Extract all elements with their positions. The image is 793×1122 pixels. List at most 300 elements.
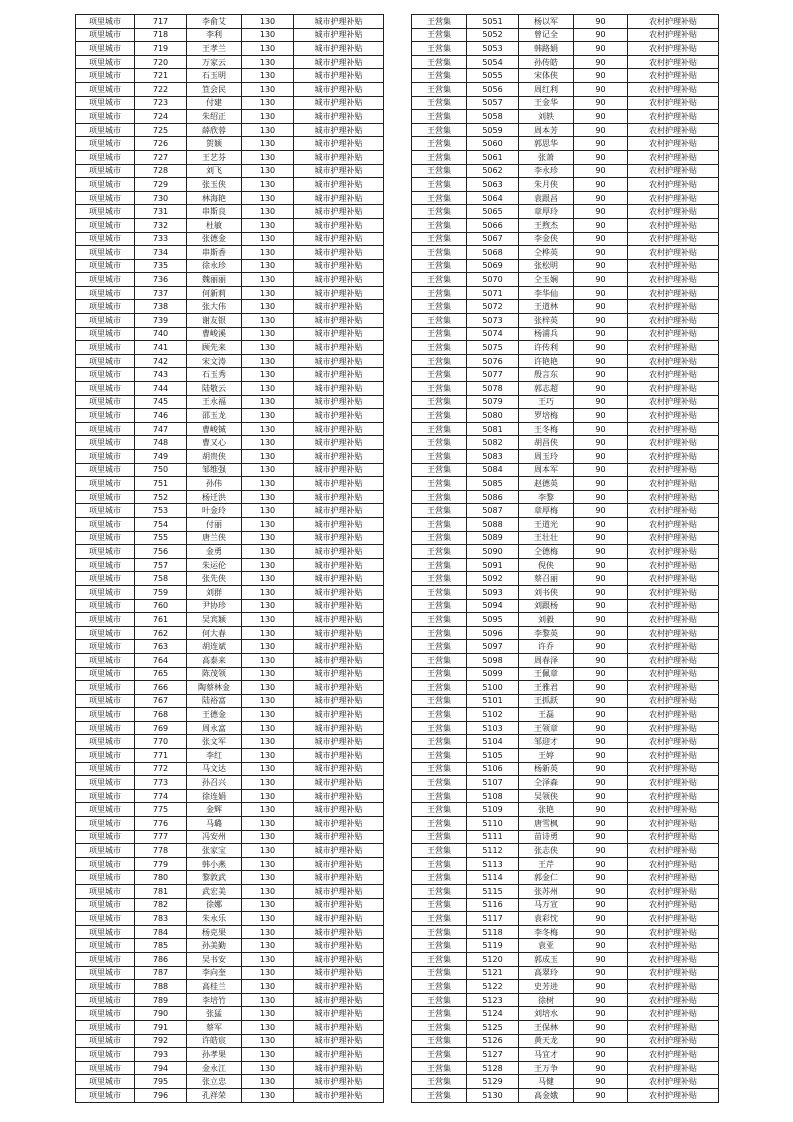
table-row (412, 762, 719, 776)
serial-cell: 744 (135, 382, 187, 396)
table-row (76, 966, 384, 980)
name-cell: 张文军 (187, 735, 242, 749)
subsidy-type-cell: 农村护理补贴 (628, 110, 719, 124)
amount-cell: 90 (574, 82, 628, 96)
name-cell: 王巧 (519, 395, 574, 409)
amount-cell: 90 (574, 830, 628, 844)
amount-cell: 130 (242, 735, 294, 749)
name-cell: 张苏州 (519, 885, 574, 899)
name-cell: 朱永乐 (187, 912, 242, 926)
table-row (412, 626, 719, 640)
region-cell: 王营集 (412, 450, 467, 464)
name-cell: 顾先来 (187, 341, 242, 355)
table-row (76, 55, 384, 69)
table-row (412, 1007, 719, 1021)
subsidy-type-cell: 农村护理补贴 (628, 721, 719, 735)
name-cell: 胡贵侠 (187, 450, 242, 464)
serial-cell: 5106 (467, 762, 519, 776)
table-row (412, 721, 719, 735)
subsidy-type-cell: 城市护理补贴 (294, 191, 384, 205)
subsidy-type-cell: 农村护理补贴 (628, 1020, 719, 1034)
amount-cell: 90 (574, 205, 628, 219)
name-cell: 串斯良 (187, 205, 242, 219)
name-cell: 徐娜 (187, 898, 242, 912)
amount-cell: 90 (574, 803, 628, 817)
name-cell: 张大伟 (187, 300, 242, 314)
name-cell: 曹峻溪 (187, 327, 242, 341)
subsidy-type-cell: 农村护理补贴 (628, 857, 719, 871)
subsidy-type-cell: 城市护理补贴 (294, 477, 384, 491)
serial-cell: 753 (135, 504, 187, 518)
serial-cell: 757 (135, 558, 187, 572)
name-cell: 王道林 (519, 300, 574, 314)
name-cell: 马万宣 (519, 898, 574, 912)
subsidy-type-cell: 农村护理补贴 (628, 1088, 719, 1102)
serial-cell: 762 (135, 626, 187, 640)
table-row (76, 857, 384, 871)
table-row (412, 599, 719, 613)
subsidy-type-cell: 农村护理补贴 (628, 1007, 719, 1021)
region-cell: 项里城市 (76, 1061, 135, 1075)
subsidy-type-cell: 农村护理补贴 (628, 273, 719, 287)
table-row (76, 952, 384, 966)
name-cell: 王婷 (519, 749, 574, 763)
serial-cell: 5075 (467, 341, 519, 355)
subsidy-type-cell: 农村护理补贴 (628, 137, 719, 151)
table-row (76, 15, 384, 29)
serial-cell: 5074 (467, 327, 519, 341)
name-cell: 朱绍正 (187, 110, 242, 124)
name-cell: 王德金 (187, 708, 242, 722)
name-cell: 王万争 (519, 1061, 574, 1075)
subsidy-type-cell: 城市护理补贴 (294, 898, 384, 912)
region-cell: 项里城市 (76, 667, 135, 681)
amount-cell: 130 (242, 803, 294, 817)
serial-cell: 5072 (467, 300, 519, 314)
serial-cell: 5079 (467, 395, 519, 409)
serial-cell: 5129 (467, 1075, 519, 1089)
region-cell: 项里城市 (76, 1088, 135, 1102)
region-cell: 王营集 (412, 477, 467, 491)
subsidy-type-cell: 农村护理补贴 (628, 762, 719, 776)
region-cell: 王营集 (412, 463, 467, 477)
serial-cell: 786 (135, 952, 187, 966)
subsidy-type-cell: 城市护理补贴 (294, 232, 384, 246)
serial-cell: 732 (135, 218, 187, 232)
serial-cell: 794 (135, 1061, 187, 1075)
name-cell: 韩路娟 (519, 42, 574, 56)
serial-cell: 5082 (467, 436, 519, 450)
amount-cell: 130 (242, 1088, 294, 1102)
amount-cell: 130 (242, 490, 294, 504)
name-cell: 郭金仁 (519, 871, 574, 885)
serial-cell: 5109 (467, 803, 519, 817)
name-cell: 周永富 (187, 721, 242, 735)
region-cell: 项里城市 (76, 273, 135, 287)
table-row (76, 925, 384, 939)
amount-cell: 90 (574, 1061, 628, 1075)
serial-cell: 5098 (467, 653, 519, 667)
serial-cell: 5069 (467, 259, 519, 273)
table-row (76, 382, 384, 396)
table-row (412, 545, 719, 559)
amount-cell: 130 (242, 613, 294, 627)
serial-cell: 790 (135, 1007, 187, 1021)
name-cell: 许乔 (519, 640, 574, 654)
subsidy-type-cell: 城市护理补贴 (294, 626, 384, 640)
serial-cell: 785 (135, 939, 187, 953)
serial-cell: 746 (135, 409, 187, 423)
name-cell: 张猛 (187, 1007, 242, 1021)
amount-cell: 130 (242, 382, 294, 396)
table-row (412, 150, 719, 164)
table-row (412, 939, 719, 953)
region-cell: 项里城市 (76, 558, 135, 572)
amount-cell: 90 (574, 585, 628, 599)
table-row (412, 42, 719, 56)
subsidy-type-cell: 农村护理补贴 (628, 354, 719, 368)
serial-cell: 773 (135, 776, 187, 790)
table-row (412, 803, 719, 817)
region-cell: 项里城市 (76, 721, 135, 735)
amount-cell: 90 (574, 925, 628, 939)
amount-cell: 130 (242, 885, 294, 899)
serial-cell: 5085 (467, 477, 519, 491)
subsidy-type-cell: 农村护理补贴 (628, 653, 719, 667)
name-cell: 王冬梅 (519, 422, 574, 436)
subsidy-type-cell: 城市护理补贴 (294, 205, 384, 219)
subsidy-type-cell: 农村护理补贴 (628, 341, 719, 355)
table-row (412, 368, 719, 382)
amount-cell: 130 (242, 123, 294, 137)
amount-cell: 130 (242, 96, 294, 110)
region-cell: 项里城市 (76, 42, 135, 56)
subsidy-type-cell: 城市护理补贴 (294, 1007, 384, 1021)
subsidy-type-cell: 城市护理补贴 (294, 28, 384, 42)
serial-cell: 777 (135, 830, 187, 844)
subsidy-type-cell: 城市护理补贴 (294, 110, 384, 124)
name-cell: 李俞艾 (187, 15, 242, 29)
table-row (76, 218, 384, 232)
serial-cell: 738 (135, 300, 187, 314)
amount-cell: 90 (574, 980, 628, 994)
subsidy-type-cell: 城市护理补贴 (294, 463, 384, 477)
table-row (412, 653, 719, 667)
subsidy-type-cell: 农村护理补贴 (628, 178, 719, 192)
region-cell: 王营集 (412, 667, 467, 681)
name-cell: 王芹 (519, 857, 574, 871)
serial-cell: 5060 (467, 137, 519, 151)
amount-cell: 130 (242, 694, 294, 708)
serial-cell: 774 (135, 789, 187, 803)
region-cell: 项里城市 (76, 830, 135, 844)
name-cell: 李黎英 (519, 626, 574, 640)
name-cell: 吴书安 (187, 952, 242, 966)
table-row (412, 776, 719, 790)
region-cell: 王营集 (412, 558, 467, 572)
subsidy-type-cell: 农村护理补贴 (628, 993, 719, 1007)
name-cell: 杨新英 (519, 762, 574, 776)
name-cell: 孙孝果 (187, 1048, 242, 1062)
region-cell: 王营集 (412, 150, 467, 164)
serial-cell: 5088 (467, 517, 519, 531)
name-cell: 王佩章 (519, 667, 574, 681)
name-cell: 张梓英 (519, 314, 574, 328)
name-cell: 仝德梅 (519, 545, 574, 559)
name-cell: 周本芳 (519, 123, 574, 137)
serial-cell: 5055 (467, 69, 519, 83)
table-row (76, 1034, 384, 1048)
amount-cell: 90 (574, 572, 628, 586)
amount-cell: 130 (242, 82, 294, 96)
region-cell: 王营集 (412, 300, 467, 314)
region-cell: 项里城市 (76, 28, 135, 42)
amount-cell: 90 (574, 912, 628, 926)
subsidy-type-cell: 城市护理补贴 (294, 789, 384, 803)
name-cell: 马宜才 (519, 1048, 574, 1062)
amount-cell: 130 (242, 246, 294, 260)
table-row (412, 871, 719, 885)
subsidy-type-cell: 农村护理补贴 (628, 368, 719, 382)
amount-cell: 130 (242, 898, 294, 912)
serial-cell: 740 (135, 327, 187, 341)
name-cell: 杜敏 (187, 218, 242, 232)
amount-cell: 130 (242, 558, 294, 572)
amount-cell: 130 (242, 653, 294, 667)
region-cell: 项里城市 (76, 966, 135, 980)
name-cell: 章厚梅 (519, 504, 574, 518)
amount-cell: 130 (242, 259, 294, 273)
name-cell: 李红 (187, 749, 242, 763)
subsidy-type-cell: 农村护理补贴 (628, 735, 719, 749)
subsidy-type-cell: 城市护理补贴 (294, 708, 384, 722)
amount-cell: 130 (242, 817, 294, 831)
region-cell: 项里城市 (76, 925, 135, 939)
serial-cell: 730 (135, 191, 187, 205)
name-cell: 黎敦武 (187, 871, 242, 885)
amount-cell: 130 (242, 463, 294, 477)
name-cell: 笪会民 (187, 82, 242, 96)
amount-cell: 90 (574, 531, 628, 545)
region-cell: 王营集 (412, 368, 467, 382)
amount-cell: 130 (242, 1061, 294, 1075)
region-cell: 项里城市 (76, 205, 135, 219)
table-row (412, 640, 719, 654)
region-cell: 王营集 (412, 1075, 467, 1089)
subsidy-type-cell: 农村护理补贴 (628, 205, 719, 219)
region-cell: 项里城市 (76, 341, 135, 355)
name-cell: 仝桦英 (519, 246, 574, 260)
city-subsidy-table (75, 14, 384, 1103)
region-cell: 项里城市 (76, 327, 135, 341)
name-cell: 王艺芬 (187, 150, 242, 164)
name-cell: 朱月侠 (519, 178, 574, 192)
serial-cell: 763 (135, 640, 187, 654)
serial-cell: 723 (135, 96, 187, 110)
amount-cell: 90 (574, 191, 628, 205)
amount-cell: 90 (574, 1020, 628, 1034)
table-row (412, 517, 719, 531)
table-row (76, 28, 384, 42)
amount-cell: 90 (574, 898, 628, 912)
name-cell: 陆敬云 (187, 382, 242, 396)
table-row (76, 69, 384, 83)
serial-cell: 780 (135, 871, 187, 885)
subsidy-type-cell: 城市护理补贴 (294, 1048, 384, 1062)
region-cell: 王营集 (412, 708, 467, 722)
region-cell: 项里城市 (76, 409, 135, 423)
region-cell: 项里城市 (76, 15, 135, 29)
serial-cell: 5097 (467, 640, 519, 654)
table-row (412, 667, 719, 681)
table-row (412, 613, 719, 627)
table-row (412, 531, 719, 545)
serial-cell: 5101 (467, 694, 519, 708)
name-cell: 曹又心 (187, 436, 242, 450)
region-cell: 项里城市 (76, 572, 135, 586)
name-cell: 孙伟 (187, 477, 242, 491)
amount-cell: 130 (242, 178, 294, 192)
name-cell: 金永江 (187, 1061, 242, 1075)
amount-cell: 90 (574, 776, 628, 790)
table-row (76, 395, 384, 409)
serial-cell: 755 (135, 531, 187, 545)
region-cell: 项里城市 (76, 463, 135, 477)
subsidy-type-cell: 城市护理补贴 (294, 178, 384, 192)
table-row (76, 817, 384, 831)
table-row (76, 531, 384, 545)
region-cell: 王营集 (412, 545, 467, 559)
amount-cell: 90 (574, 694, 628, 708)
serial-cell: 5112 (467, 844, 519, 858)
amount-cell: 130 (242, 327, 294, 341)
subsidy-type-cell: 农村护理补贴 (628, 42, 719, 56)
name-cell: 石玉秀 (187, 368, 242, 382)
name-cell: 杨以军 (519, 15, 574, 29)
region-cell: 王营集 (412, 96, 467, 110)
serial-cell: 722 (135, 82, 187, 96)
subsidy-type-cell: 农村护理补贴 (628, 844, 719, 858)
serial-cell: 764 (135, 653, 187, 667)
region-cell: 项里城市 (76, 626, 135, 640)
region-cell: 项里城市 (76, 708, 135, 722)
name-cell: 冯安州 (187, 830, 242, 844)
table-row (412, 246, 719, 260)
table-row (412, 436, 719, 450)
region-cell: 项里城市 (76, 531, 135, 545)
serial-cell: 724 (135, 110, 187, 124)
name-cell: 付丽 (187, 517, 242, 531)
rural-subsidy-table (411, 14, 719, 1103)
serial-cell: 5078 (467, 382, 519, 396)
region-cell: 王营集 (412, 694, 467, 708)
amount-cell: 90 (574, 871, 628, 885)
name-cell: 张志侠 (519, 844, 574, 858)
table-row (412, 830, 719, 844)
amount-cell: 90 (574, 1088, 628, 1102)
region-cell: 王营集 (412, 572, 467, 586)
region-cell: 项里城市 (76, 613, 135, 627)
subsidy-type-cell: 城市护理补贴 (294, 558, 384, 572)
serial-cell: 5099 (467, 667, 519, 681)
amount-cell: 90 (574, 1075, 628, 1089)
amount-cell: 90 (574, 69, 628, 83)
serial-cell: 735 (135, 259, 187, 273)
table-row (76, 82, 384, 96)
region-cell: 王营集 (412, 1048, 467, 1062)
amount-cell: 90 (574, 708, 628, 722)
table-row (412, 1075, 719, 1089)
serial-cell: 5116 (467, 898, 519, 912)
amount-cell: 130 (242, 286, 294, 300)
serial-cell: 721 (135, 69, 187, 83)
table-row (412, 450, 719, 464)
subsidy-type-cell: 城市护理补贴 (294, 667, 384, 681)
name-cell: 苗诗勇 (519, 830, 574, 844)
subsidy-type-cell: 农村护理补贴 (628, 504, 719, 518)
name-cell: 张立忠 (187, 1075, 242, 1089)
serial-cell: 769 (135, 721, 187, 735)
amount-cell: 130 (242, 42, 294, 56)
table-row (76, 1020, 384, 1034)
region-cell: 王营集 (412, 613, 467, 627)
subsidy-type-cell: 城市护理补贴 (294, 259, 384, 273)
amount-cell: 90 (574, 721, 628, 735)
table-row (412, 69, 719, 83)
name-cell: 仝玉娴 (519, 273, 574, 287)
subsidy-type-cell: 农村护理补贴 (628, 314, 719, 328)
region-cell: 项里城市 (76, 844, 135, 858)
serial-cell: 5100 (467, 681, 519, 695)
name-cell: 刘群 (187, 585, 242, 599)
serial-cell: 5104 (467, 735, 519, 749)
name-cell: 刘轶 (519, 110, 574, 124)
name-cell: 宋文涛 (187, 354, 242, 368)
table-row (76, 354, 384, 368)
amount-cell: 130 (242, 830, 294, 844)
name-cell: 刘毅 (519, 613, 574, 627)
amount-cell: 130 (242, 912, 294, 926)
serial-cell: 720 (135, 55, 187, 69)
serial-cell: 5091 (467, 558, 519, 572)
amount-cell: 90 (574, 300, 628, 314)
region-cell: 项里城市 (76, 450, 135, 464)
table-row (76, 490, 384, 504)
amount-cell: 90 (574, 15, 628, 29)
region-cell: 王营集 (412, 599, 467, 613)
amount-cell: 130 (242, 762, 294, 776)
region-cell: 王营集 (412, 205, 467, 219)
serial-cell: 5076 (467, 354, 519, 368)
subsidy-type-cell: 城市护理补贴 (294, 721, 384, 735)
serial-cell: 741 (135, 341, 187, 355)
amount-cell: 130 (242, 925, 294, 939)
table-row (76, 232, 384, 246)
subsidy-type-cell: 城市护理补贴 (294, 817, 384, 831)
name-cell: 陈茂领 (187, 667, 242, 681)
serial-cell: 5061 (467, 150, 519, 164)
table-row (76, 1061, 384, 1075)
amount-cell: 90 (574, 463, 628, 477)
name-cell: 刘培水 (519, 1007, 574, 1021)
subsidy-type-cell: 城市护理补贴 (294, 55, 384, 69)
amount-cell: 90 (574, 1034, 628, 1048)
subsidy-type-cell: 城市护理补贴 (294, 300, 384, 314)
name-cell: 李利 (187, 28, 242, 42)
subsidy-type-cell: 城市护理补贴 (294, 286, 384, 300)
subsidy-type-cell: 城市护理补贴 (294, 450, 384, 464)
serial-cell: 778 (135, 844, 187, 858)
